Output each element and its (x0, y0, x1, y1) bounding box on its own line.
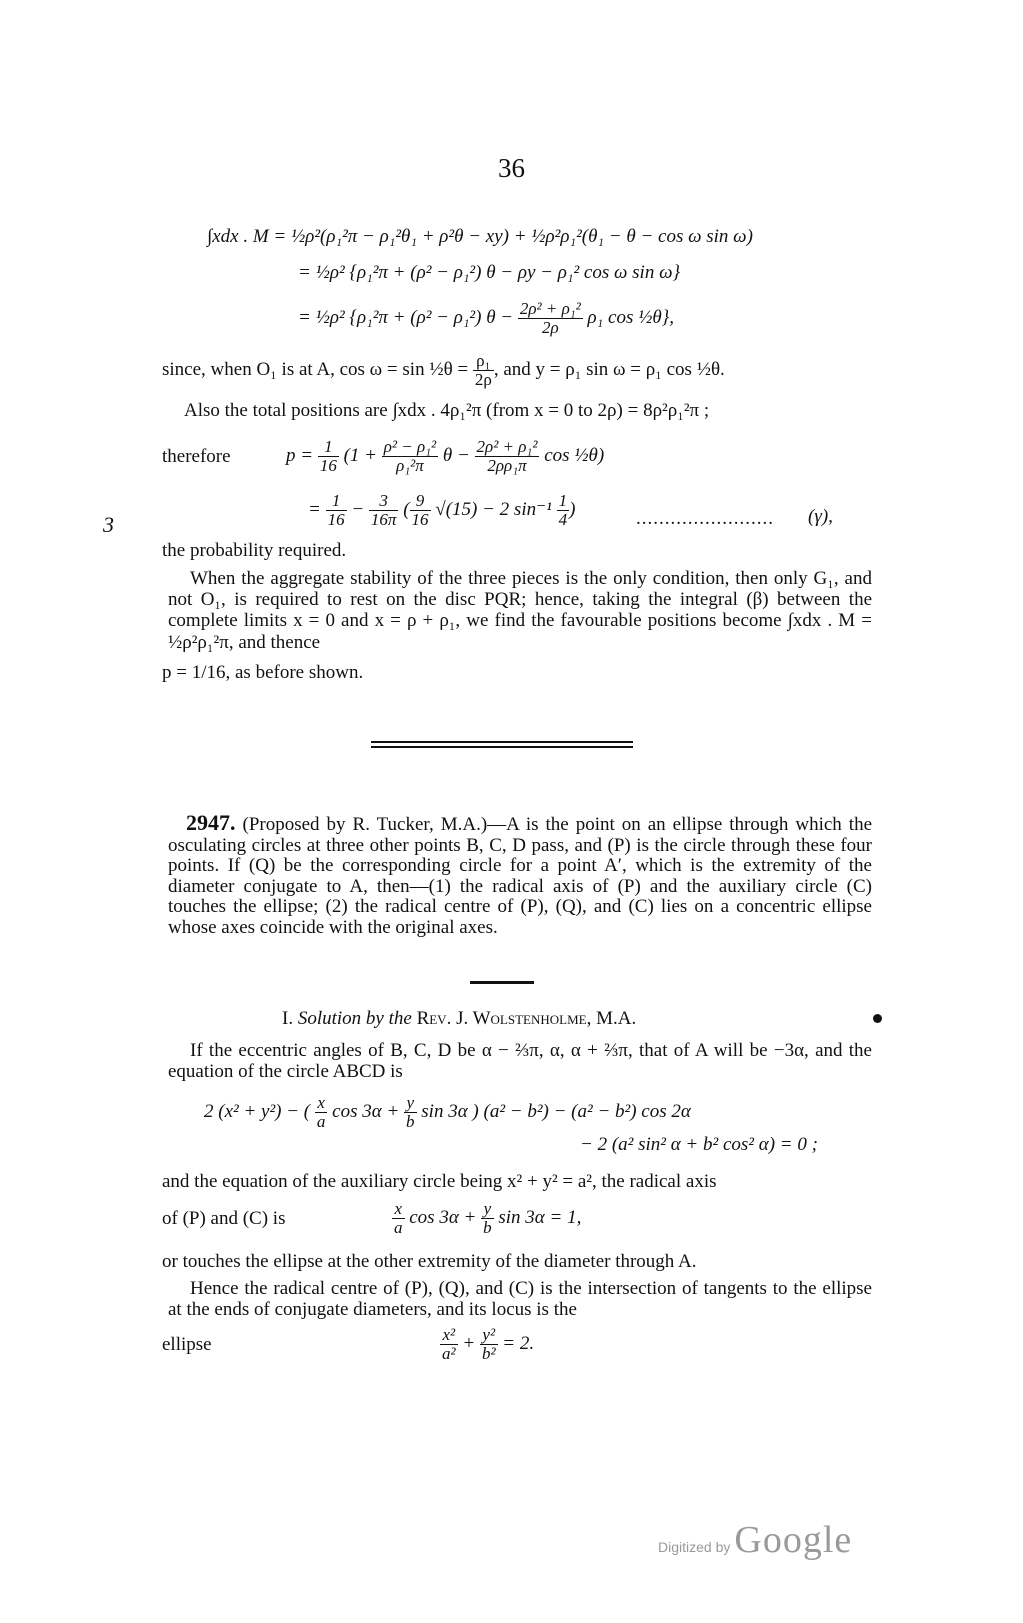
section-divider-bottom (371, 746, 633, 748)
paragraph-if: If the eccentric angles of B, C, D be α − ⅔π, α, α + ⅔π, that of A will be −3α, and the equation of the circle ABCD is (168, 1040, 872, 1083)
fraction: $\frac{\text{2ρ² + ρ₁²}}{2\rho}$ (519, 299, 581, 337)
circle-equation: 2 (x² + y²) − ( $\frac{x}{a}$ cos 3α + $\frac{y}{b}$ sin 3α ) (a² − b²) − (a² − b²) cos 2α (204, 1093, 691, 1131)
auxiliary-circle-line: and the equation of the auxiliary circle being x² + y² = a², the radical axis (162, 1171, 717, 1192)
solution-heading: I. Solution by the Rev. J. Wolstenholme, M.A. (282, 1008, 637, 1029)
section-divider-top (371, 741, 633, 743)
page-number: 36 (498, 153, 525, 183)
fraction: $\frac{\text{ρ₁}}{2\rho}$ (474, 351, 492, 389)
ellipse-equation: $\frac{\text{x²}}{\text{a²}}$ + $\frac{\text{y²}}{\text{b²}}$ = 2. (442, 1325, 535, 1363)
radical-axis-equation: $\frac{x}{a}$ cos 3α + $\frac{y}{b}$ sin 3α = 1, (394, 1199, 582, 1237)
digitized-by-google-watermark: Digitized by Google (658, 1519, 853, 1561)
short-divider (470, 981, 534, 984)
equation-line-3: = ½ρ² {ρ₁²π + (ρ² − ρ₁²) θ − $\frac{\text{2ρ² + ρ₁²}}{2\rho}$ ρ₁ cos ½θ}, (298, 299, 675, 337)
probability-required-line: the probability required. (162, 540, 347, 561)
equation-label-gamma: (γ), (808, 506, 833, 527)
ellipse-label: ellipse (162, 1334, 212, 1355)
paragraph-when: When the aggregate stability of the three pieces is the only condition, then only G₁, and not O₁, is required to rest on the disc PQR; hence, taking the integral (β) between the complete limits x = 0 and x = ρ + ρ₁, we find the favourable positions become ∫xdx . M = ½ρ²ρ₁²π, and thence (168, 568, 872, 653)
touches-line: or touches the ellipse at the other extremity of the diameter through A. (162, 1251, 697, 1272)
probability-equation: p = $\frac{1}{16}$ (1 + $\frac{\text{ρ² − ρ₁²}}{\text{ρ₁²π}}$ θ − $\frac{\text{2ρ² + ρ₁²}}{\text{2ρρ₁π}}$ cos ½θ) (286, 437, 605, 475)
probability-equation-2: = $\frac{1}{16}$ − $\frac{3}{16\pi}$ ( $\frac{9}{16}$ √(15) − 2 sin⁻¹ $\frac{1}{4}$ ) (308, 491, 576, 529)
equation-line-1: ∫xdx . M = ½ρ²(ρ₁²π − ρ₁²θ₁ + ρ²θ − xy) + ½ρ²ρ₁²(θ₁ − θ − cos ω sin ω) (207, 226, 753, 247)
problem-number: 2947. (186, 810, 236, 835)
paragraph-hence: Hence the radical centre of (P), (Q), and (C) is the intersection of tangents to the ellipse at the ends of conjugate diameters, and its locus is the (168, 1278, 872, 1321)
leader-dots: ........................ (636, 508, 774, 529)
problem-2947 (168, 810, 872, 939)
since-line: since, when O₁ is at A, cos ω = sin ½θ = $\frac{\text{ρ₁}}{2\rho}$ , and y = ρ₁ sin ω = ρ₁ cos ½θ. (162, 351, 725, 389)
also-line: Also the total positions are ∫xdx . 4ρ₁²π (from x = 0 to 2ρ) = 8ρ²ρ₁²π ; (184, 400, 710, 421)
p-result-line: p = 1/16, as before shown. (162, 662, 364, 683)
problem-statement: (Proposed by R. Tucker, M.A.)—A is the point on an ellipse through which the osculating circles at three other points B, C, D pass, and (P) is the circle through these four points. If (Q) be the corresponding circle for a point A′, which is the extremity of the diameter conjugate to A, then—(1) the radical axis of (P) and the auxiliary circle (C) touches the ellipse; (2) the radical centre of (P), (Q), and (C) lies on a concentric ellipse whose axes coincide with the original axes. (168, 814, 872, 938)
margin-annotation: 3 (103, 512, 114, 537)
equation-line-2: = ½ρ² {ρ₁²π + (ρ² − ρ₁²) θ − ρy − ρ₁² cos ω sin ω} (298, 262, 681, 283)
circle-equation-continued: − 2 (a² sin² α + b² cos² α) = 0 ; (580, 1134, 818, 1155)
radical-axis-label: of (P) and (C) is (162, 1208, 286, 1229)
bullet-mark (873, 1014, 882, 1023)
therefore-label: therefore (162, 446, 231, 467)
